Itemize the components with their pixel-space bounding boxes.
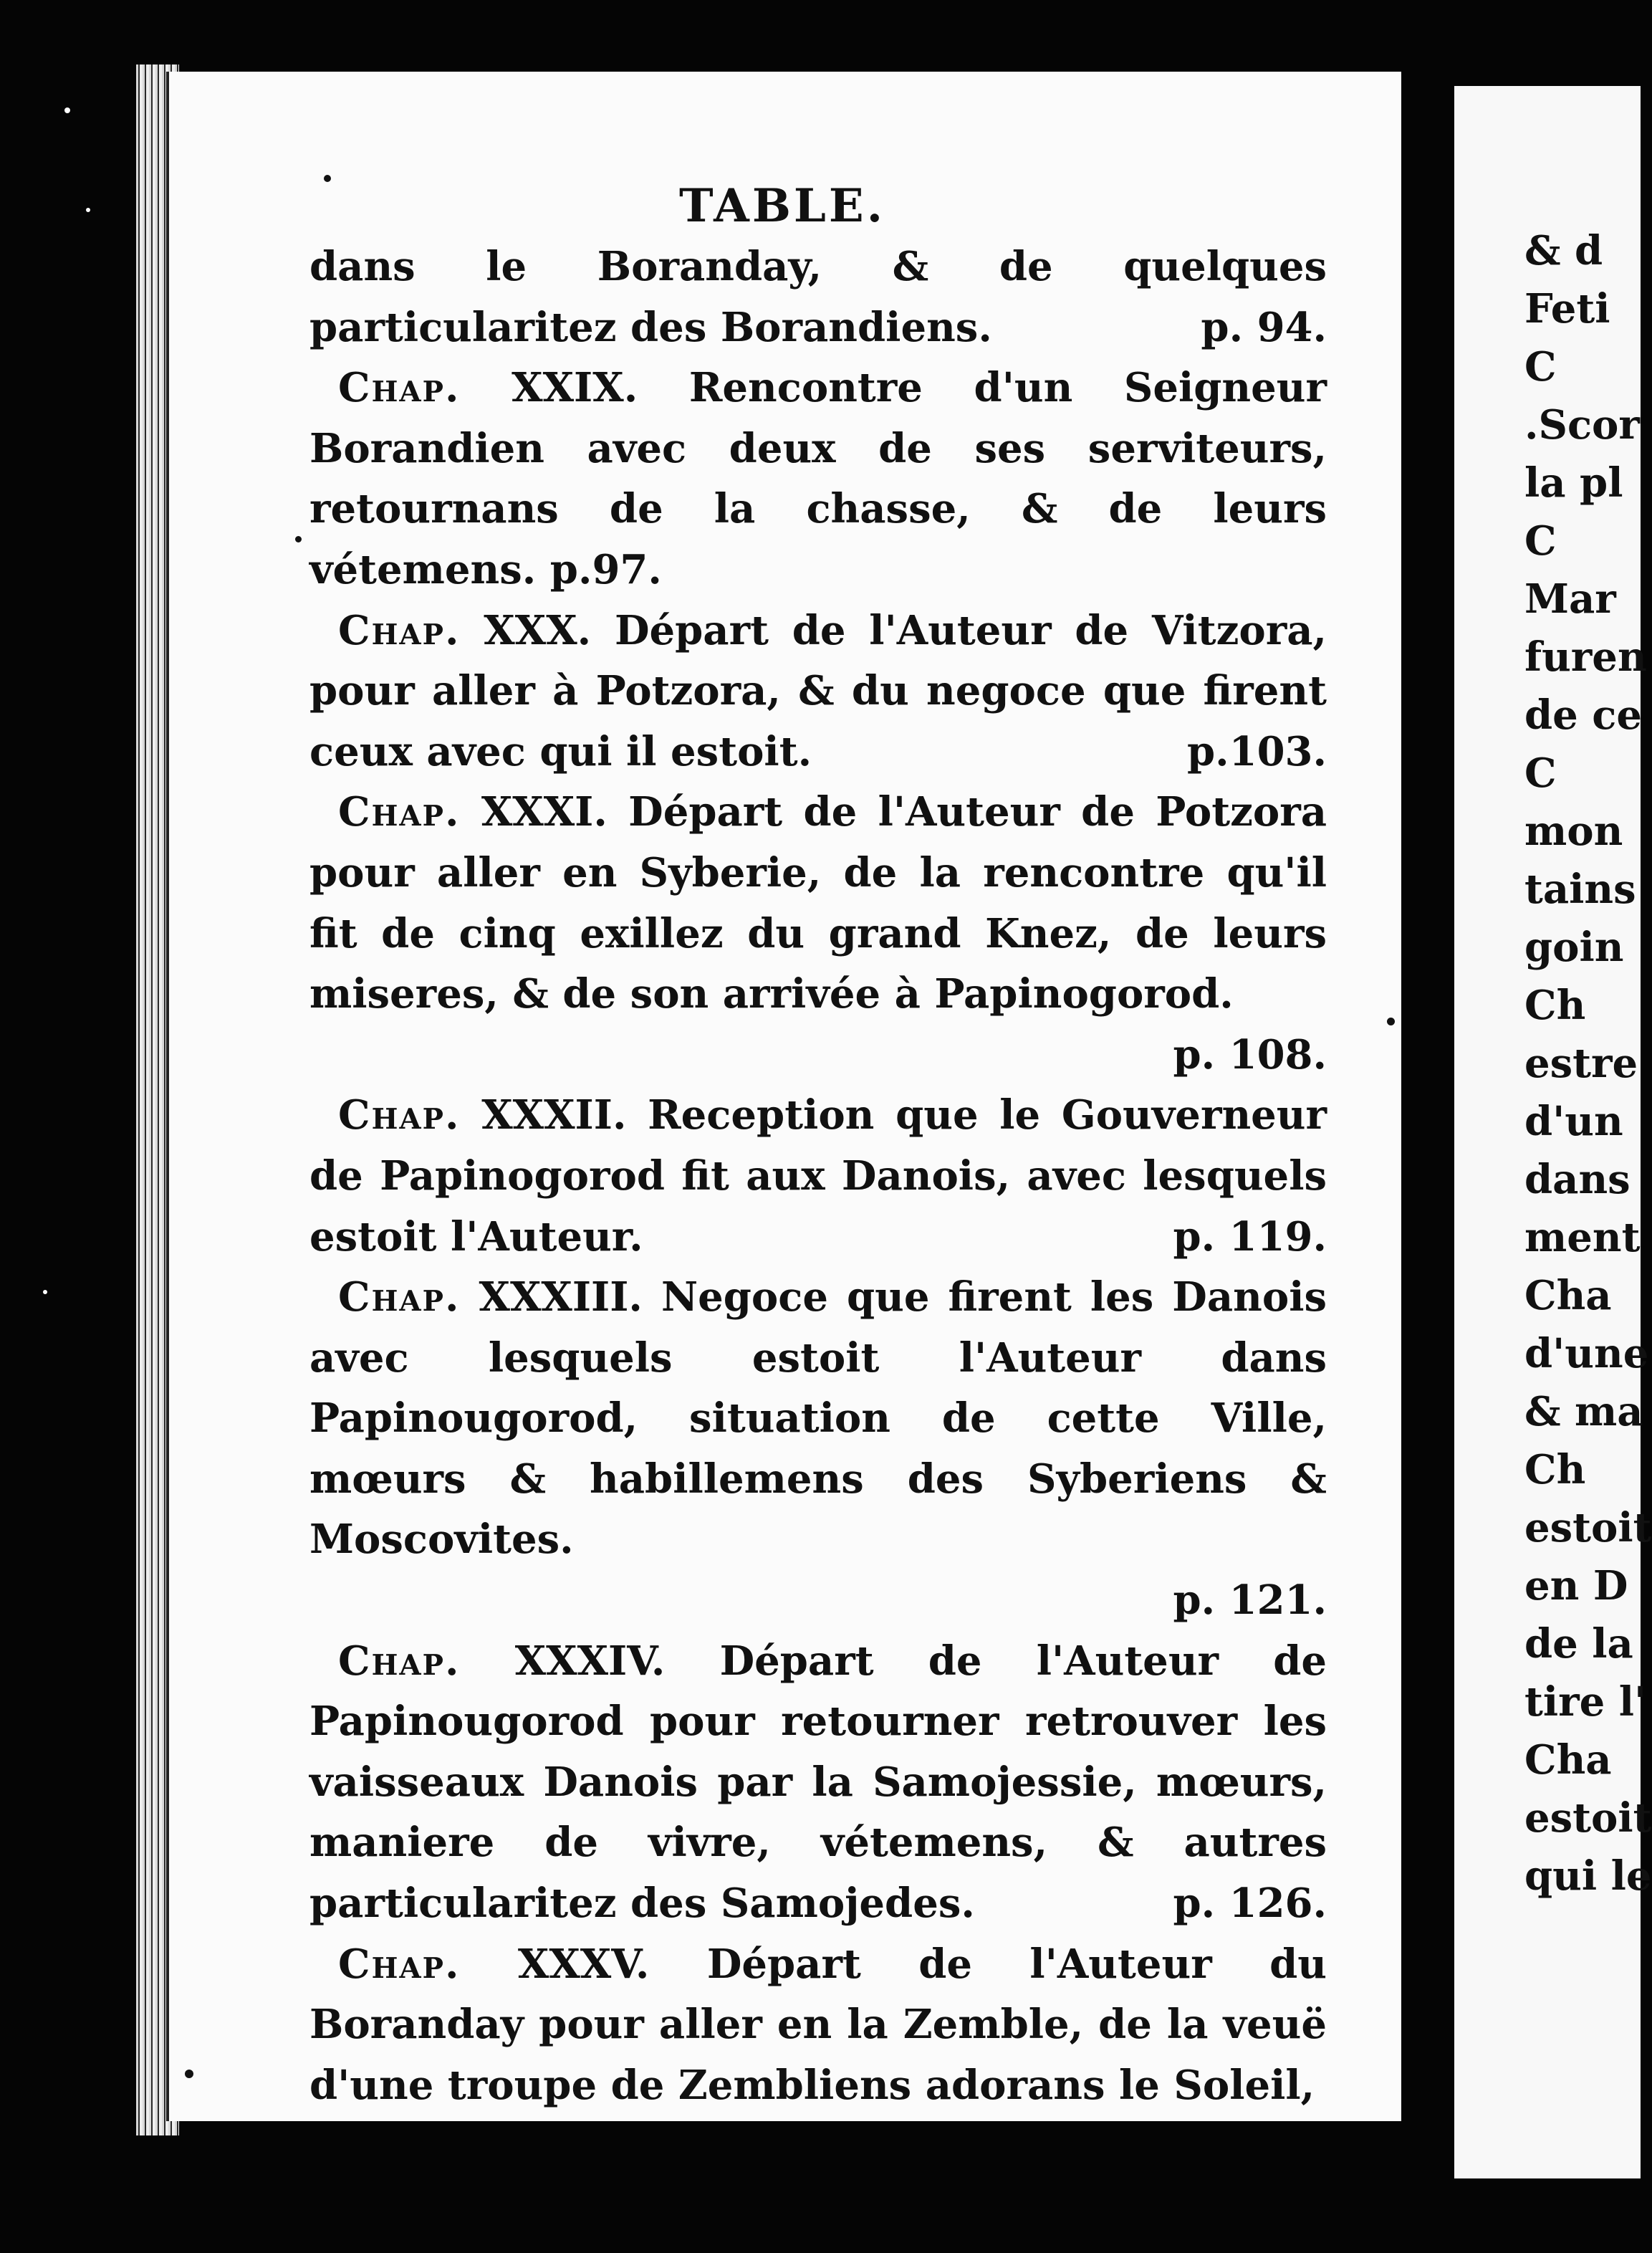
- right-page-fragment: Ch: [1524, 982, 1586, 1029]
- right-page-fragment: d'une: [1524, 1330, 1649, 1377]
- entry-text: Départ de l'Auteur de Potzora pour aller en Syberie, de la rencontre qu'il fit de cinq exillez du grand Knez, de leurs miseres, & de son arrivée à Papinogorod.: [309, 788, 1327, 1018]
- chapter-number: XXXIV.: [514, 1637, 666, 1685]
- entry-page-ref: p.97.: [549, 545, 662, 593]
- print-speck: [324, 175, 331, 182]
- chapter-label: Chap.: [338, 364, 461, 412]
- right-page-fragment: ment: [1524, 1214, 1641, 1261]
- chapter-number: XXXV.: [517, 1940, 650, 1988]
- chapter-number: XXIX.: [512, 364, 638, 412]
- chapter-label: Chap.: [338, 788, 461, 836]
- right-page-fragment: estoit: [1524, 1794, 1652, 1842]
- entry-text: Départ de l'Auteur de Papinougorod pour retourner retrouver les vaisseaux Danois par la Samojessie, mœurs, maniere de vivre, vétemens, & autres particularitez des Samojedes.: [309, 1637, 1327, 1928]
- toc-entry-chap-xxix: [309, 358, 1327, 600]
- chapter-label: Chap.: [338, 1273, 461, 1321]
- entry-text: Reception que le Gouverneur de Papinogorod fit aux Danois, avec lesquels estoit l'Auteur.: [309, 1091, 1327, 1261]
- toc-entry-continued: [309, 236, 1327, 358]
- chapter-number: XXXII.: [481, 1091, 627, 1139]
- chapter-label: Chap.: [338, 1940, 461, 1988]
- right-page-fragment: & ma: [1524, 1388, 1643, 1435]
- entry-text: Départ de l'Auteur du Boranday pour aller en la Zemble, de la veuë d'une troupe de Zembliens adorans le Soleil,: [309, 1940, 1327, 2109]
- right-page-fragment: Cha: [1524, 1736, 1612, 1784]
- right-page-fragment: C: [1524, 343, 1557, 391]
- print-speck: [185, 2070, 193, 2078]
- right-page-fragment: la pl: [1524, 459, 1623, 507]
- print-speck: [1387, 1018, 1395, 1025]
- entry-page-ref: p. 126.: [1173, 1880, 1327, 1928]
- chapter-number: XXXIII.: [479, 1273, 643, 1321]
- table-of-contents: [309, 236, 1327, 2115]
- entry-page-ref: p.103.: [1186, 727, 1327, 775]
- right-page-fragment: Cha: [1524, 1272, 1612, 1319]
- right-page-fragment: .Scor: [1524, 401, 1640, 449]
- right-page-fragment: estoit: [1524, 1504, 1652, 1551]
- right-page-fragment: Ch: [1524, 1446, 1586, 1493]
- entry-text: Negoce que firent les Danois avec lesquels estoit l'Auteur dans Papinougorod, situation de cette Ville, mœurs & habillemens des Syberiens & Moscovites.: [309, 1273, 1327, 1564]
- right-page-fragment: en D: [1524, 1562, 1628, 1609]
- print-speck: [295, 536, 302, 542]
- right-page-fragment: d'un: [1524, 1098, 1623, 1145]
- right-page-fragment: Feti: [1524, 285, 1610, 333]
- toc-entry-chap-xxxii: [309, 1085, 1327, 1267]
- toc-entry-chap-xxx: [309, 601, 1327, 783]
- right-page-fragment: de ce: [1524, 692, 1643, 739]
- right-page-fragment: furen: [1524, 633, 1647, 681]
- scan-noise: [86, 208, 90, 212]
- entry-page-ref: p. 108.: [1173, 1030, 1327, 1078]
- toc-entry-chap-xxxi: [309, 782, 1327, 1085]
- entry-page-ref: p. 94.: [1201, 303, 1327, 351]
- right-page-fragment: & d: [1524, 227, 1603, 274]
- entry-text: Rencontre d'un Seigneur Borandien avec deux de ses serviteurs, retournans de la chasse, & de leurs vétemens.: [309, 364, 1327, 593]
- chapter-number: XXX.: [484, 606, 592, 654]
- right-page-fragment: tire l': [1524, 1678, 1647, 1726]
- scan-noise: [43, 1290, 47, 1294]
- entry-page-ref: p. 121.: [1173, 1577, 1327, 1625]
- entry-text: dans le Boranday, & de quelques particularitez des Borandiens.: [309, 243, 1327, 351]
- toc-entry-chap-xxxv: [309, 1934, 1327, 2116]
- scan-noise: [64, 107, 70, 113]
- chapter-label: Chap.: [338, 1091, 461, 1139]
- chapter-label: Chap.: [338, 1637, 461, 1685]
- toc-entry-chap-xxxiii: [309, 1267, 1327, 1631]
- right-page-fragment: mon: [1524, 808, 1623, 855]
- right-page-fragment: Mar: [1524, 575, 1616, 623]
- right-page-fragment: qui le: [1524, 1852, 1652, 1900]
- right-page-fragment: de la: [1524, 1620, 1633, 1668]
- right-page-fragment: C: [1524, 517, 1557, 565]
- right-page-fragment: dans: [1524, 1156, 1631, 1203]
- right-page-fragment: tains: [1524, 866, 1636, 913]
- right-page-fragment: estre: [1524, 1040, 1638, 1087]
- page-header-title: TABLE.: [679, 179, 885, 233]
- entry-text: Départ de l'Auteur de Vitzora, pour aller à Potzora, & du negoce que firent ceux avec qui il estoit.: [309, 606, 1327, 775]
- right-page-fragment: goin: [1524, 924, 1624, 971]
- toc-entry-chap-xxxiv: [309, 1631, 1327, 1934]
- right-page-fragment: C: [1524, 750, 1557, 797]
- chapter-number: XXXI.: [481, 788, 608, 836]
- chapter-label: Chap.: [338, 606, 461, 654]
- right-page-text-fragments: [1524, 222, 1652, 1905]
- entry-page-ref: p. 119.: [1173, 1212, 1327, 1261]
